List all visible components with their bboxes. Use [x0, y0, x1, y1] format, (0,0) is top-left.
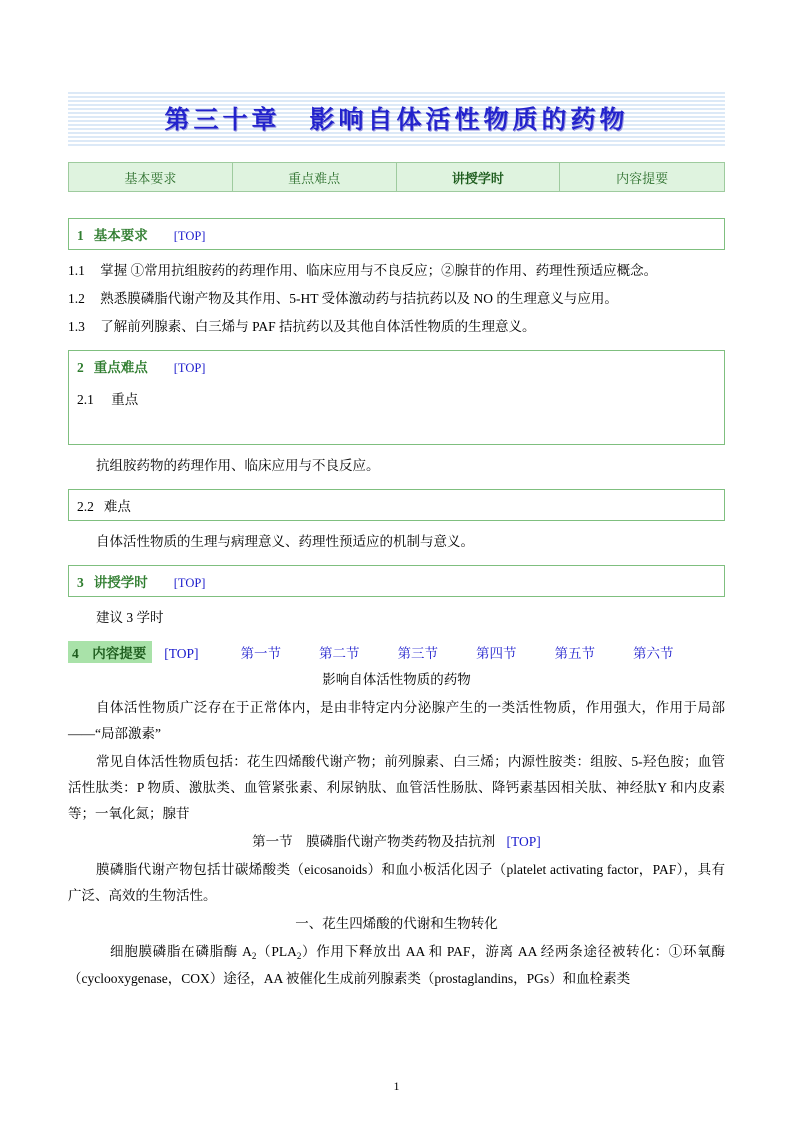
paragraph-3: 膜磷脂代谢产物包括廿碳烯酸类（eicosanoids）和血小板活化因子（platelet activating factor，PAF），具有广泛、高效的生物活性。	[68, 862, 725, 903]
nav-cell-basic-requirements[interactable]: 基本要求	[69, 163, 233, 191]
list-item	[68, 258, 725, 284]
nav-cell-key-difficulties[interactable]: 重点难点	[233, 163, 397, 191]
subsection-2-1-label: 重点	[111, 392, 139, 407]
section-2-top-link[interactable]: [TOP]	[173, 361, 206, 375]
subsection-2-1-number: 2.1	[77, 392, 94, 407]
paragraph-4-part-1: 细胞膜磷脂在磷脂酶 A	[110, 944, 252, 959]
item-number-1-1: 1.1	[68, 263, 85, 278]
list-item	[68, 286, 725, 312]
subsection-2-2-label: 难点	[103, 499, 131, 514]
subsection-heading-2: 一、花生四烯酸的代谢和生物转化	[295, 916, 498, 931]
paragraph-4-sub-2: 2	[296, 951, 302, 961]
nav-cell-teaching-hours[interactable]: 讲授学时	[397, 163, 561, 191]
page-number: 1	[393, 1079, 400, 1093]
subsection-heading-1	[68, 829, 725, 855]
section-2-heading	[77, 356, 716, 376]
section-4-heading	[68, 641, 725, 663]
document-content	[68, 90, 725, 994]
section-4-link-3[interactable]: 第三节	[397, 646, 439, 661]
section-2-title: 重点难点	[93, 360, 148, 375]
section-1-header-box	[68, 218, 725, 250]
item-text-1-3: 了解前列腺素、白三烯与 PAF 拮抗药以及其他自体活性物质的生理意义。	[100, 319, 536, 334]
section-4-link-4[interactable]: 第四节	[476, 646, 517, 661]
section-2-difficulty-text: 自体活性物质的生理与病理意义、药理性预适应的机制与意义。	[96, 534, 474, 549]
section-3-heading	[77, 571, 716, 591]
section-1-heading	[77, 224, 716, 244]
paragraph-4-sub-1: 2	[251, 951, 257, 961]
paragraph-4-part-3: ）作用下释放出 AA 和 PAF，游离 AA 经两条途径被转化：①环氧酶（cyclooxygenase，COX）途径，AA 被催化生成前列腺素类（prostaglandins，PGs）和血栓素类	[68, 944, 725, 986]
navigation-table	[68, 162, 725, 192]
paragraph-1: 自体活性物质广泛存在于正常体内，是由非特定内分泌腺产生的一类活性物质，作用强大，作用于局部——“局部激素”	[68, 700, 725, 741]
subsection-heading-1-top-link[interactable]: [TOP]	[506, 834, 541, 849]
subsection-heading-1-text: 第一节 膜磷脂代谢产物类药物及拮抗剂	[252, 834, 496, 849]
section-3-text: 建议 3 学时	[96, 610, 164, 625]
section-3-number: 3	[77, 575, 84, 590]
section-2-subheading-key	[77, 388, 716, 408]
nav-cell-content-summary[interactable]: 内容提要	[616, 170, 669, 186]
section-2-number: 2	[77, 360, 84, 375]
section-4-tag: 4 内容提要	[68, 641, 152, 663]
section-4-link-5[interactable]: 第五节	[554, 646, 596, 661]
paragraph-2: 常见自体活性物质包括：花生四烯酸代谢产物；前列腺素、白三烯；内源性胺类：组胺、5-羟色胺；血管活性肽类：P 物质、激肽类、血管紧张素、利尿钠肽、血管活性肠肽、降钙素基因相关肽、神经肽Y 和内皮素等；一氧化氮；腺苷	[68, 754, 725, 821]
section-4-link-1[interactable]: 第一节	[240, 646, 282, 661]
section-1-number: 1	[77, 228, 84, 243]
section-1-top-link[interactable]: [TOP]	[173, 229, 206, 243]
section-3-title: 讲授学时	[93, 575, 148, 590]
paragraph-4	[68, 939, 725, 992]
item-number-1-3: 1.3	[68, 319, 85, 334]
subsection-2-2-heading	[77, 495, 716, 515]
item-text-1-1: 掌握 ①常用抗组胺药的药理作用、临床应用与不良反应；②腺苷的作用、药理性预适应概念。	[100, 263, 658, 278]
section-4-link-2[interactable]: 第二节	[319, 646, 360, 661]
section-3-top-link[interactable]: [TOP]	[173, 576, 206, 590]
paragraph-4-part-2: （PLA	[256, 944, 297, 959]
chapter-title-banner	[68, 90, 725, 146]
section-2-key-text: 抗组胺药物的药理作用、临床应用与不良反应。	[96, 458, 380, 473]
page-title: 第三十章 影响自体活性物质的药物	[164, 105, 629, 134]
section-1-title: 基本要求	[93, 228, 148, 243]
section-4-top-link[interactable]: [TOP]	[164, 646, 199, 661]
section-4-link-6[interactable]: 第六节	[633, 646, 674, 661]
list-item	[68, 314, 725, 340]
item-text-1-2: 熟悉膜磷脂代谢产物及其作用、5-HT 受体激动药与拮抗药以及 NO 的生理意义与应用。	[100, 291, 618, 306]
item-number-1-2: 1.2	[68, 291, 85, 306]
subsection-2-2-box	[68, 489, 725, 521]
section-2-header-box	[68, 350, 725, 445]
subsection-2-2-number: 2.2	[77, 499, 94, 514]
content-heading: 影响自体活性物质的药物	[322, 672, 471, 687]
section-3-header-box	[68, 565, 725, 597]
